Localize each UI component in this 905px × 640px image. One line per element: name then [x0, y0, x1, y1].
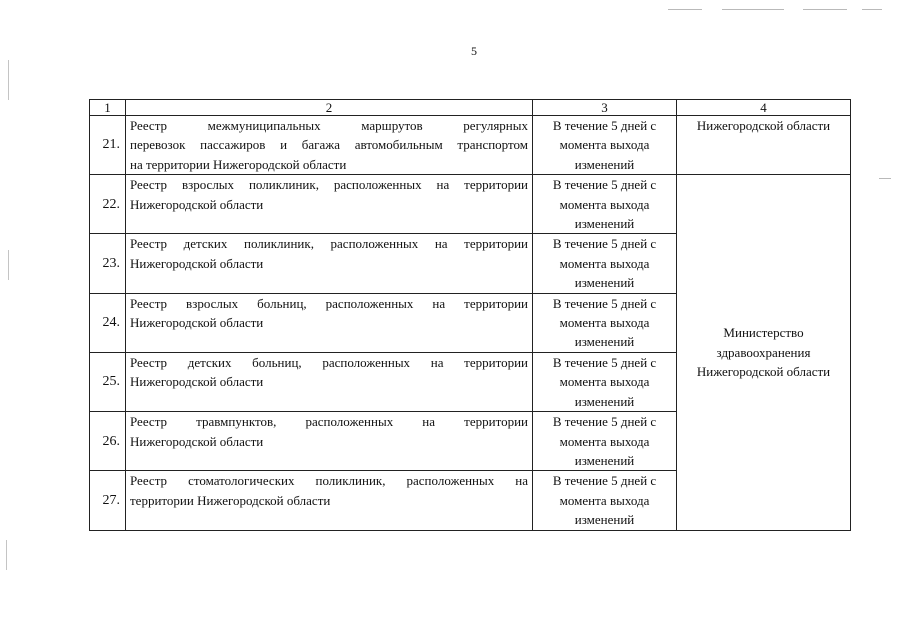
update-term: [533, 234, 677, 293]
registry-name-line: Реестр взрослых поликлиник, расположенных на территории: [130, 177, 528, 193]
term-line: В течение 5 дней с: [552, 236, 657, 252]
registry-name-line: Реестр взрослых больниц, расположенных на территории: [130, 295, 528, 311]
registry-name-line: Нижегородской области: [130, 196, 264, 212]
column-header-number: 1: [90, 100, 126, 116]
row-number: 26.: [90, 412, 126, 471]
term-line: В течение 5 дней с: [552, 414, 657, 430]
term-line: В течение 5 дней с: [552, 354, 657, 370]
scan-artifact: [803, 9, 847, 10]
scan-artifact: [879, 178, 891, 179]
registry-name-line: Нижегородской области: [130, 255, 264, 271]
column-header-agency: 4: [677, 100, 851, 116]
update-term: [533, 116, 677, 175]
registry-name-line: на территории Нижегородской области: [130, 156, 347, 172]
row-number: 24.: [90, 293, 126, 352]
agency-line: Нижегородской области: [696, 364, 831, 380]
registry-table: [89, 99, 851, 531]
term-line: момента выхода: [559, 492, 650, 508]
registry-name: [126, 116, 533, 175]
term-line: изменений: [574, 275, 635, 291]
term-line: момента выхода: [559, 433, 650, 449]
registry-name-line: перевозок пассажиров и багажа автомобильным транспортом: [130, 137, 528, 153]
registry-name-line: Нижегородской области: [130, 374, 264, 390]
update-term: [533, 293, 677, 352]
registry-name: [126, 234, 533, 293]
responsible-agency: Нижегородской области: [677, 116, 851, 175]
page-number: 5: [471, 44, 477, 58]
registry-name-line: Реестр детских поликлиник, расположенных на территории: [130, 236, 528, 252]
term-line: В течение 5 дней с: [552, 118, 657, 133]
term-line: изменений: [574, 393, 635, 409]
registry-name-line: Реестр детских больниц, расположенных на территории: [130, 354, 528, 370]
term-line: изменений: [574, 334, 635, 350]
row-number: 23.: [90, 234, 126, 293]
term-line: момента выхода: [559, 255, 650, 271]
column-header-name: 2: [126, 100, 533, 116]
table-row: [90, 175, 851, 234]
registry-name: [126, 175, 533, 234]
scan-artifact: [6, 540, 7, 570]
term-line: В течение 5 дней с: [552, 295, 657, 311]
registry-name-line: территории Нижегородской области: [130, 492, 331, 508]
scan-artifact: [8, 60, 9, 100]
row-number: 21.: [90, 116, 126, 175]
column-header-term: 3: [533, 100, 677, 116]
registry-name: [126, 293, 533, 352]
update-term: [533, 175, 677, 234]
term-line: момента выхода: [559, 196, 650, 212]
update-term: [533, 412, 677, 471]
term-line: изменений: [574, 216, 635, 232]
update-term: [533, 471, 677, 530]
term-line: изменений: [574, 512, 635, 528]
scan-artifact: [862, 9, 882, 10]
scan-artifact: [722, 9, 784, 10]
agency-line: здравоохранения: [716, 344, 811, 360]
table-header-row: [90, 100, 851, 116]
agency-line: Министерство: [723, 325, 804, 341]
term-line: момента выхода: [559, 315, 650, 331]
scan-artifact: [8, 250, 9, 280]
term-line: изменений: [574, 156, 635, 172]
row-number: 25.: [90, 352, 126, 411]
term-line: В течение 5 дней с: [552, 473, 657, 489]
scan-artifact: [668, 9, 702, 10]
term-line: изменений: [574, 452, 635, 468]
registry-name-line: Нижегородской области: [130, 433, 264, 449]
responsible-agency-merged: [677, 175, 851, 530]
registry-name-line: Реестр межмуниципальных маршрутов регулярных: [130, 118, 528, 133]
term-line: В течение 5 дней с: [552, 177, 657, 193]
registry-name-line: Реестр стоматологических поликлиник, расположенных на: [130, 473, 528, 489]
registry-name: [126, 471, 533, 530]
term-line: момента выхода: [559, 374, 650, 390]
row-number: 27.: [90, 471, 126, 530]
registry-name: [126, 412, 533, 471]
table-row: [90, 116, 851, 175]
term-line: момента выхода: [559, 137, 650, 153]
update-term: [533, 352, 677, 411]
registry-name: [126, 352, 533, 411]
registry-name-line: Реестр травмпунктов, расположенных на территории: [130, 414, 528, 430]
row-number: 22.: [90, 175, 126, 234]
registry-name-line: Нижегородской области: [130, 315, 264, 331]
